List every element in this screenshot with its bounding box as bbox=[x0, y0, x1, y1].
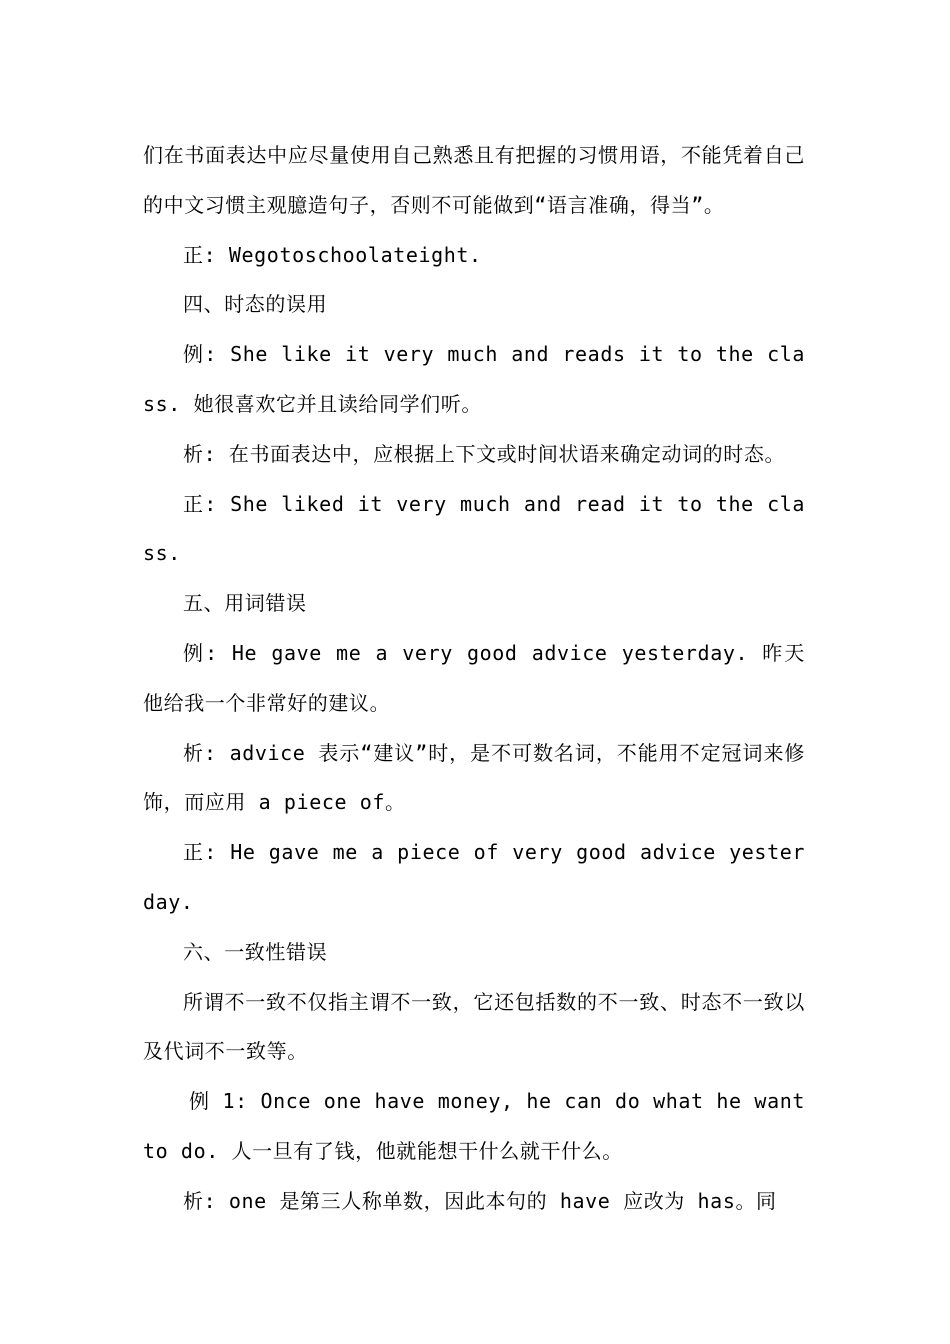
paragraph-tense-example: 例: She like it very much and reads it to the class. 她很喜欢它并且读给同学们听。 bbox=[143, 342, 805, 416]
section-heading-tense-misuse: 四、时态的误用 bbox=[183, 292, 328, 317]
section-heading-agreement: 六、一致性错误 bbox=[183, 939, 328, 964]
paragraph-agreement-example-1: 例 1: Once one have money, he can do what he want to do. 人一旦有了钱，他就能想干什么就干什么。 bbox=[143, 1089, 805, 1163]
paragraph-correct-example: 正: Wegotoschoolateight. bbox=[183, 242, 482, 267]
paragraph-tense-analysis: 析: 在书面表达中，应根据上下文或时间状语来确定动词的时态。 bbox=[183, 441, 786, 466]
paragraph-agreement-intro: 所谓不一致不仅指主谓不一致，它还包括数的不一致、时态不一致以及代词不一致等。 bbox=[143, 989, 805, 1064]
paragraph-word-analysis: 析: advice 表示“建议”时，是不可数名词，不能用不定冠词来修饰，而应用 a piece of。 bbox=[143, 740, 805, 815]
paragraph-tense-correct: 正: She liked it very much and read it to the class. bbox=[143, 491, 805, 566]
paragraph-continuation: 们在书面表达中应尽量使用自己熟悉且有把握的习惯用语，不能凭着自己的中文习惯主观臆造句子，否则不可能做到“语言准确，得当”。 bbox=[143, 143, 805, 217]
paragraph-word-correct: 正: He gave me a piece of very good advice yesterday. bbox=[143, 840, 805, 914]
paragraph-agreement-analysis: 析: one 是第三人称单数，因此本句的 have 应改为 has。同 bbox=[183, 1188, 777, 1213]
document-body bbox=[143, 131, 805, 1227]
section-heading-word-choice: 五、用词错误 bbox=[183, 591, 307, 616]
paragraph-word-example: 例: He gave me a very good advice yesterday. 昨天他给我一个非常好的建议。 bbox=[143, 640, 805, 715]
